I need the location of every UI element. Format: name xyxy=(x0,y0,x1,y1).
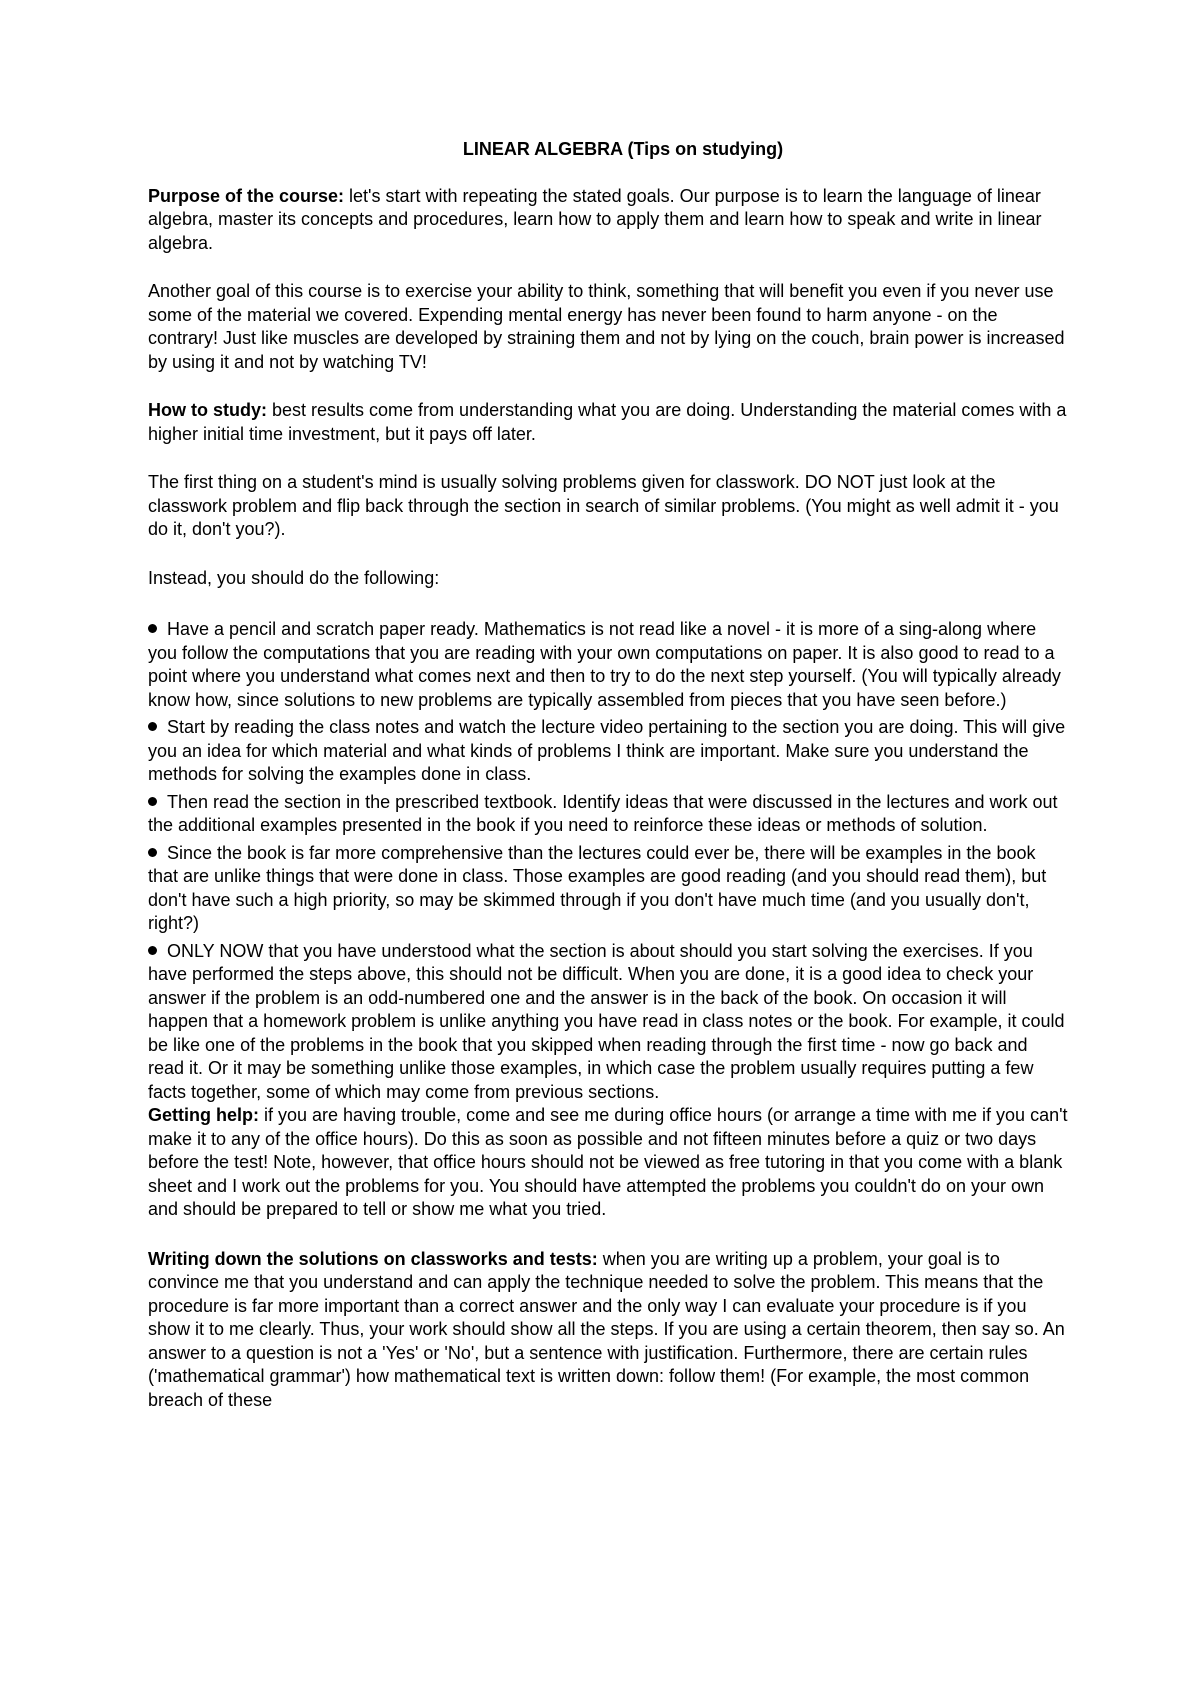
how-to-study-paragraph xyxy=(148,399,1068,446)
bullet-text: Since the book is far more comprehensive than the lectures could ever be, there will be examples in the book that are unlike things that were done in class. Those examples are good reading (and you should read them), but don't have such a high priority, so may be skimmed through if you don't have much time (and you usually don't, right?) xyxy=(148,842,1047,933)
bullet-icon xyxy=(148,624,157,633)
document-page xyxy=(148,138,1068,1437)
getting-help-text: if you are having trouble, come and see me during office hours (or arrange a time with me if you can't make it to any of the office hours). Do this as soon as possible and not fifteen minutes before a quiz or two days before the test! Note, however, that office hours should not be viewed as free tutoring in that you come with a blank sheet and I work out the problems for you. You should have attempted the problems you couldn't do on your own and should be prepared to tell or show me what you tried. xyxy=(148,1105,1068,1219)
bullet-text: Have a pencil and scratch paper ready. Mathematics is not read like a novel - it is more of a sing-along where you follow the computations that you are reading with your own computations on paper. It is also good to read to a point where you understand what comes next and then to try to do the next step yourself. (You will typically already know how, since solutions to new problems are typically assembled from pieces that you have seen before.) xyxy=(148,619,1061,710)
list-item xyxy=(148,716,1068,787)
bullet-text: ONLY NOW that you have understood what the section is about should you start solving the exercises. If you have performed the steps above, this should not be difficult. When you are done, it is a good idea to check your answer if the problem is an odd-numbered one and the answer is in the back of the book. On occasion it will happen that a homework problem is unlike anything you have read in class notes or the book. For example, it could be like one of the problems in the book that you skipped when reading through the first time - now go back and read it. Or it may be something unlike those examples, in which case the problem usually requires putting a few facts together, some of which may come from previous sections. xyxy=(148,940,1065,1102)
bullet-icon xyxy=(148,722,157,731)
list-item xyxy=(148,842,1068,936)
first-thing-paragraph: The first thing on a student's mind is usually solving problems given for classwork. DO NOT just look at the classwork problem and flip back through the section in search of similar problems. (You might as well admit it - you do it, don't you?). xyxy=(148,472,1059,539)
purpose-paragraph xyxy=(148,185,1068,256)
bullet-icon xyxy=(148,946,157,955)
bullet-text: Then read the section in the prescribed textbook. Identify ideas that were discussed in the lectures and work out the additional examples presented in the book if you need to reinforce these ideas or methods of solution. xyxy=(148,791,1058,835)
bullet-icon xyxy=(148,797,157,806)
list-item xyxy=(148,791,1068,838)
bullet-icon xyxy=(148,848,157,857)
how-to-study-heading: How to study: xyxy=(148,400,267,420)
study-steps-list xyxy=(148,618,1068,1104)
writing-down-text: when you are writing up a problem, your goal is to convince me that you understand and can apply the technique needed to solve the problem. This means that the procedure is far more important than a correct answer and the only way I can evaluate your procedure is if you show it to me clearly. Thus, your work should show all the steps. If you are using a certain theorem, then say so. An answer to a question is not a 'Yes' or 'No', but a sentence with justification. Furthermore, there are certain rules ('mathematical grammar') how mathematical text is written down: follow them! (For example, the most common breach of these xyxy=(148,1248,1065,1410)
another-goal-paragraph: Another goal of this course is to exercise your ability to think, something that will benefit you even if you never use some of the material we covered. Expending mental energy has never been found to harm anyone - on the contrary! Just like muscles are developed by straining them and not by lying on the couch, brain power is increased by using it and not by watching TV! xyxy=(148,281,1065,372)
getting-help-paragraph xyxy=(148,1104,1068,1222)
list-item xyxy=(148,940,1068,1105)
getting-help-heading: Getting help: xyxy=(148,1105,259,1125)
document-title: LINEAR ALGEBRA (Tips on studying) xyxy=(462,139,784,159)
how-to-study-text: best results come from understanding what you are doing. Understanding the material comes with a higher initial time investment, but it pays off later. xyxy=(148,400,1067,444)
purpose-text: let's start with repeating the stated goals. Our purpose is to learn the language of linear algebra, master its concepts and procedures, learn how to apply them and learn how to speak and write in linear algebra. xyxy=(148,185,1042,253)
bullet-text: Start by reading the class notes and watch the lecture video pertaining to the section you are doing. This will give you an idea for which material and what kinds of problems I think are important. Make sure you understand the methods for solving the examples done in class. xyxy=(148,717,1066,784)
writing-down-paragraph xyxy=(148,1248,1068,1413)
list-item xyxy=(148,618,1068,712)
instead-paragraph: Instead, you should do the following: xyxy=(148,567,440,588)
writing-down-heading: Writing down the solutions on classworks and tests: xyxy=(148,1248,598,1269)
purpose-heading: Purpose of the course: xyxy=(148,185,345,206)
